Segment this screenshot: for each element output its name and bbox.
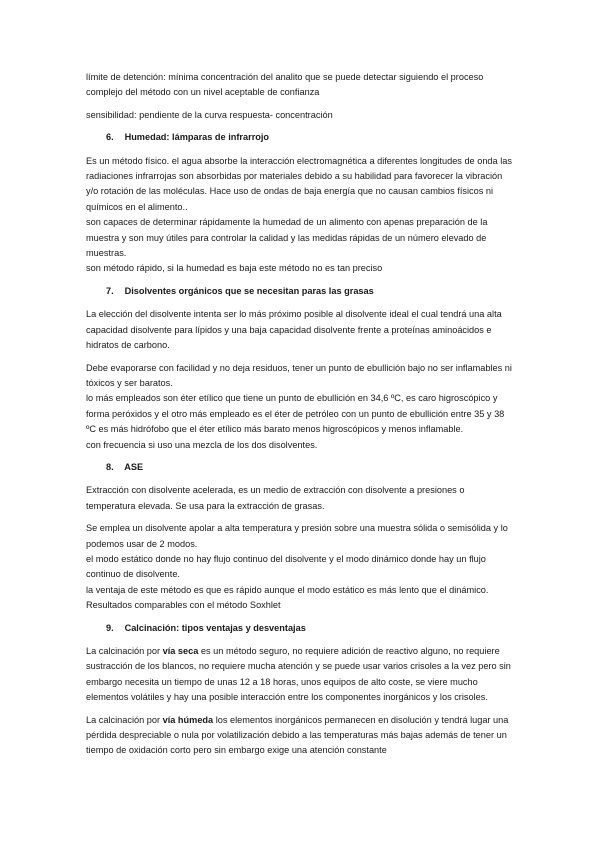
- paragraph-ase-2: Se emplea un disolvente apolar a alta temperatura y presión sobre una muestra sólida o semisólida y lo podemos usar de 2 modos.: [86, 523, 508, 549]
- paragraph-ase-4: la ventaja de este método es que es rápido aunque el modo estático es más lento que el dinámico. Resultados comparables con el método Soxhlet: [86, 584, 489, 611]
- paragraph-ase-3: el modo estático donde no hay flujo continuo del disolvente y el modo dinámico donde hay un flujo continuo de disolvente.: [86, 553, 486, 580]
- paragraph-humedad-3: son método rápido, si la humedad es baja este método no es tan preciso: [86, 263, 383, 274]
- heading-ase: [106, 460, 514, 475]
- heading-text: ASE: [124, 461, 144, 472]
- bold-term: vía seca: [162, 646, 199, 656]
- text-run: los elementos inorgánicos permanecen en disolución y tendrá lugar una pérdida despreciable o nula por volatilización debido a las temperaturas más bajas además de tener un tiempo de oxidación corto pero sin embargo exige una atención constante: [86, 714, 509, 756]
- paragraph-disolventes-3: lo más empleados son éter etílico que tiene un punto de ebullición en 34,6 ºC, es caro higroscópico y forma peróxidos y el otro más empleado es el éter de petróleo con un punto de ebullición entre 35 y 38 ºC es más hidrófobo que el éter etílico más barato menos higroscópicos y menos inflamable.: [86, 393, 505, 435]
- heading-disolventes: [106, 284, 514, 299]
- bold-term: vía húmeda: [162, 714, 214, 725]
- heading-calcinacion: [106, 621, 514, 636]
- text-run: es un método seguro, no requiere adición de reactivo alguno, no requiere sustracción de los blancos, no requiere mucha atención y se puede usar varios crisoles a la vez pero sin embargo necesita un tiempo de unas 12 a 18 horas, unos equipos de alto coste, se viere mucho elementos volátiles y hay una posible interacción entre los componentes inorgánicos y los crisoles.: [86, 646, 511, 703]
- paragraph-limite-deteccion: límite de detención: mínima concentración del analito que se puede detectar siguiendo el proceso complejo del método con un nivel aceptable de confianza: [86, 72, 484, 98]
- paragraph-humedad-2: son capaces de determinar rápidamente la humedad de un alimento con apenas preparación de la muestra y son muy útiles para controlar la calidad y las medidas rápidas de un número elevado de muestras.: [86, 217, 488, 259]
- text-run: La calcinación por: [86, 646, 163, 656]
- heading-number: 7.: [106, 285, 114, 296]
- heading-number: 9.: [106, 622, 114, 633]
- paragraph-humedad-1: Es un método físico. el agua absorbe la interacción electromagnética a diferentes longitudes de onda las radiaciones infrarrojas son absorbidas por materiales debido a su habilidad para favorecer la vibración y/o rotación de las moléculas. Hace uso de ondas de baja energía que no causan cambios físicos ni químicos en el alimento..: [86, 155, 512, 212]
- paragraph-ase-1: Extracción con disolvente acelerada, es un medio de extracción con disolvente a presiones o temperatura elevada. Se usa para la extracción de grasas.: [86, 485, 465, 511]
- heading-number: 8.: [106, 461, 114, 472]
- heading-number: 6.: [106, 132, 114, 143]
- paragraph-calcinacion-seca: [86, 644, 514, 706]
- paragraph-disolventes-2: Debe evaporarse con facilidad y no deja residuos, tener un punto de ebullición bajo no ser inflamables ni tóxicos y ser baratos.: [86, 362, 512, 388]
- heading-text: Humedad: lámparas de infrarrojo: [124, 132, 270, 143]
- heading-text: Calcinación: tipos ventajas y desventajas: [124, 622, 306, 633]
- paragraph-disolventes-4: con frecuencia si uso una mezcla de los dos disolventes.: [86, 439, 318, 450]
- heading-humedad: [106, 130, 514, 145]
- paragraph-disolventes-1: La elección del disolvente intenta ser lo más próximo posible al disolvente ideal el cual tendrá una alta capacidad disolvente para lípidos y una baja capacidad disolvente frente a proteínas aminoácidos e hidratos de carbono.: [86, 309, 502, 351]
- paragraph-sensibilidad: sensibilidad: pendiente de la curva respuesta- concentración: [86, 109, 333, 120]
- heading-text: Disolventes orgánicos que se necesitan paras las grasas: [124, 285, 374, 296]
- paragraph-calcinacion-humeda: [86, 713, 514, 759]
- text-run: La calcinación por: [86, 714, 163, 725]
